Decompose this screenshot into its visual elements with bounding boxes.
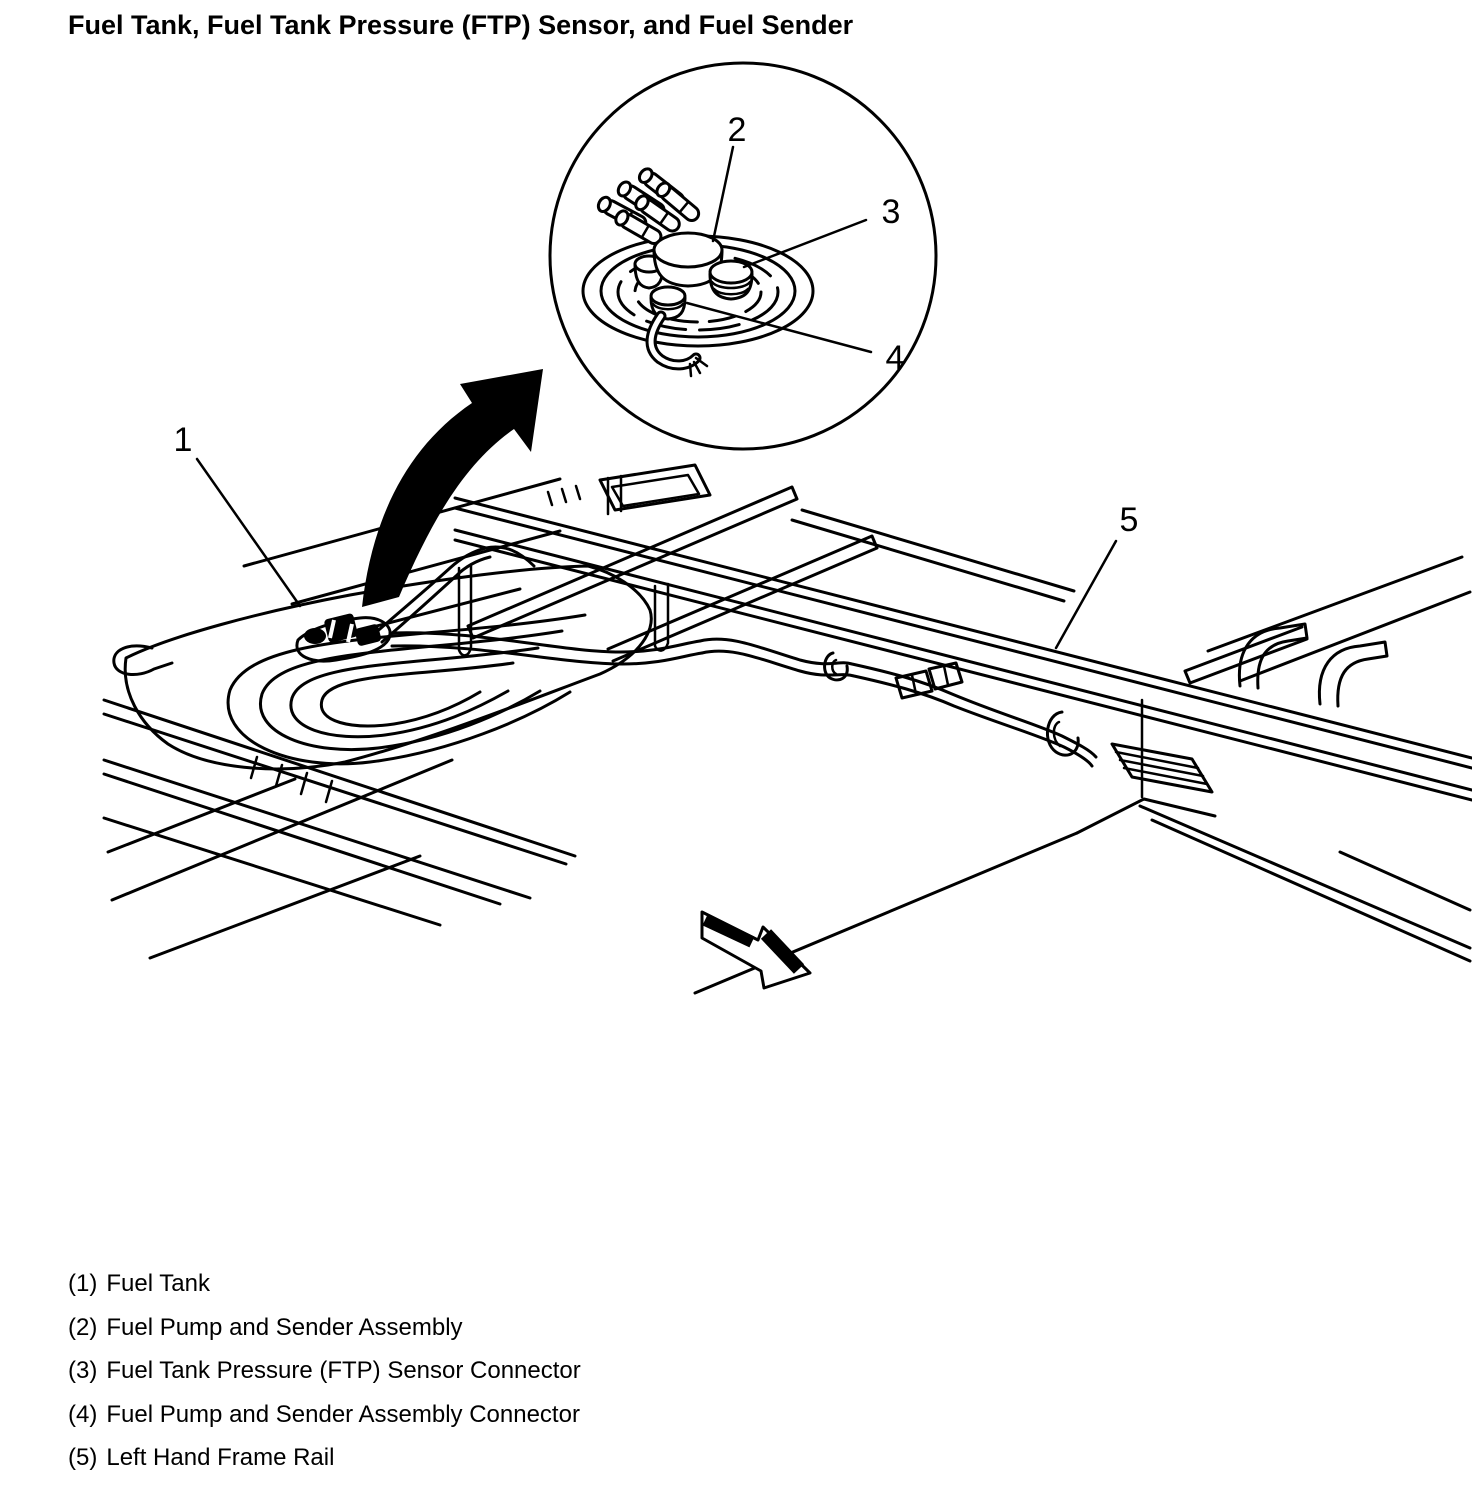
legend-item-number: (5)	[68, 1444, 98, 1471]
legend-item-number: (3)	[68, 1357, 98, 1384]
legend-item	[68, 1262, 581, 1306]
legend	[68, 1262, 581, 1480]
legend-item-number: (2)	[68, 1313, 98, 1341]
legend-item-number: (4)	[68, 1400, 98, 1428]
fuel-line-loops	[228, 615, 585, 764]
page-title: Fuel Tank, Fuel Tank Pressure (FTP) Sensor, and Fuel Sender	[68, 10, 854, 40]
underbody-drawing	[104, 465, 1472, 993]
callout-1-leader	[197, 459, 300, 606]
legend-item-number: (1)	[68, 1270, 98, 1297]
callout-3-label: 3	[881, 193, 901, 231]
callout-1-label: 1	[173, 421, 193, 459]
callout-4-label: 4	[885, 339, 905, 377]
callout-5-leader	[1056, 541, 1116, 648]
crossmembers	[468, 487, 1307, 683]
callout-3-leader	[744, 220, 866, 267]
far-frame-rail	[792, 510, 1074, 601]
callout-2-label: 2	[727, 111, 747, 149]
near-frame-rail	[104, 700, 575, 925]
floor-opening	[548, 465, 710, 510]
legend-item-label: Fuel Pump and Sender Assembly	[106, 1313, 463, 1341]
legend-item	[68, 1393, 581, 1437]
legend-item	[68, 1436, 581, 1480]
legend-item	[68, 1349, 581, 1393]
tank-sender-cluster	[297, 613, 390, 661]
callout-5-label: 5	[1119, 501, 1139, 539]
legend-item-label: Fuel Pump and Sender Assembly Connector	[106, 1400, 580, 1428]
legend-item-label: Fuel Tank Pressure (FTP) Sensor Connector	[106, 1357, 581, 1384]
callout-2-leader	[713, 147, 733, 241]
legend-item-label: Fuel Tank	[106, 1270, 210, 1297]
body-mount-brackets	[1239, 624, 1387, 706]
floor-lines-lower-left	[108, 760, 452, 958]
legend-item-label: Left Hand Frame Rail	[106, 1444, 335, 1471]
legend-item	[68, 1306, 581, 1350]
